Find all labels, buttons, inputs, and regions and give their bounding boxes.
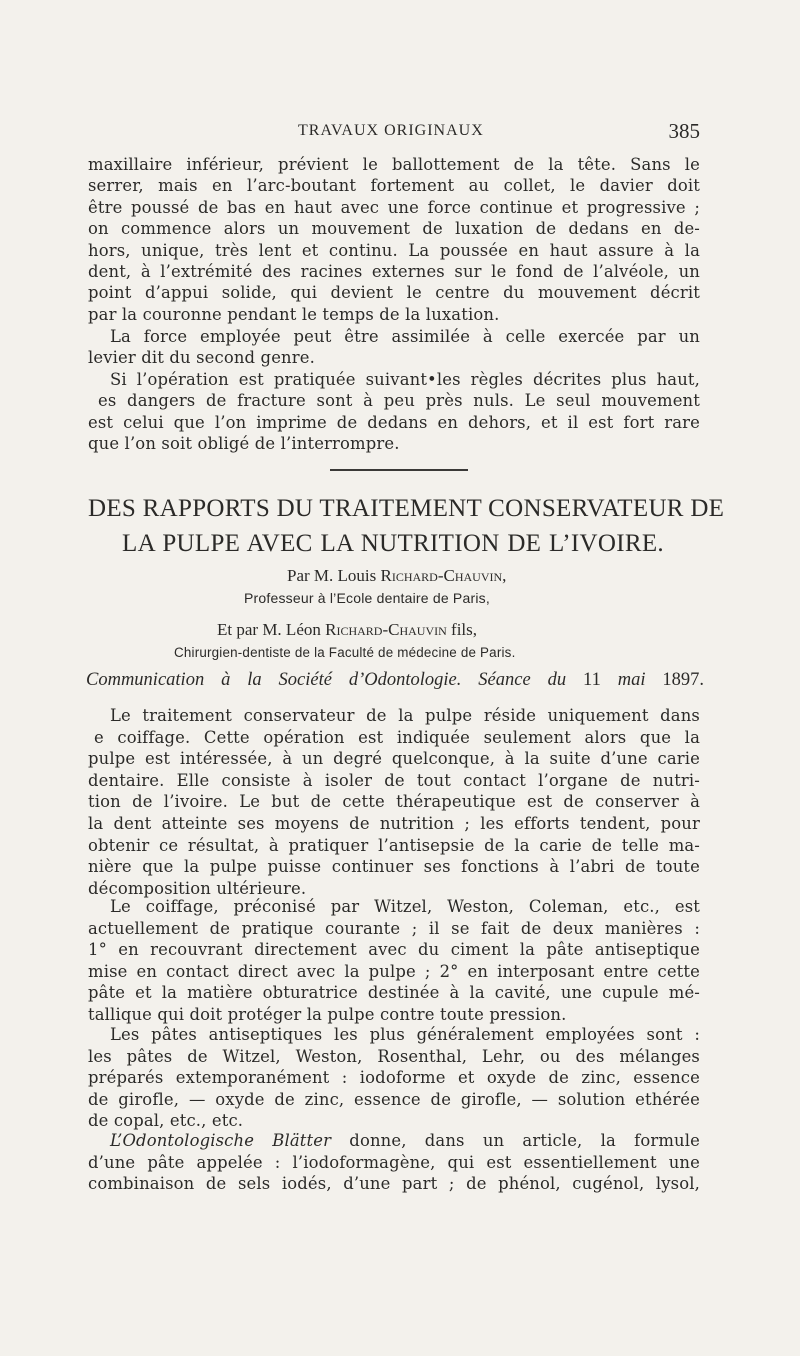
paragraph [88, 1024, 700, 1132]
text-line: Les pâtes antiseptiques les plus généralement employées sont : [110, 1025, 700, 1044]
text-line: décomposition ultérieure. [88, 878, 307, 898]
article-title-line-2: LA PULPE AVEC LA NUTRITION DE L’IVOIRE. [122, 530, 664, 557]
article-title-line-1: DES RAPPORTS DU TRAITEMENT CONSERVATEUR DE [88, 495, 725, 522]
paragraph [88, 326, 700, 369]
text-line: combinaison de sels iodés, d’une part ; de phénol, cugénol, lysol, [88, 1174, 700, 1194]
text-line: point d’appui solide, qui devient le centre du mouvement décrit [88, 283, 700, 303]
text-line: dentaire. Elle consiste à isoler de tout contact l’organe de nutri- [88, 770, 700, 790]
paragraph [88, 896, 700, 1026]
section-divider [330, 469, 468, 471]
author-prefix: Et par M. Léon [217, 620, 326, 639]
text-line: être poussé de bas en haut avec une force continue et progressive ; [88, 197, 700, 217]
communication-month: mai [600, 670, 663, 690]
communication-text: Communication à la Société d’Odontologie. Séance du [86, 670, 583, 690]
text-line: hors, unique, très lent et continu. La poussée en haut assure à la [88, 240, 700, 260]
text-line: on commence alors un mouvement de luxation de dedans en de- [88, 219, 700, 239]
text-line: mise en contact direct avec la pulpe ; 2° en interposant entre cette [88, 961, 700, 981]
text-line: actuellement de pratique courante ; il se fait de deux manières : [88, 918, 700, 938]
text-line: maxillaire inférieur, prévient le ballottement de la tête. Sans le [88, 155, 700, 174]
text-line: que l’on soit obligé de l’interrompre. [88, 434, 400, 454]
communication-note [86, 670, 704, 691]
affiliation-2: Chirurgien-dentiste de la Faculté de médecine de Paris. [174, 645, 516, 660]
text-line: pâte et la matière obturatrice destinée à la cavité, une cupule mé- [88, 983, 700, 1003]
text-line: de girofle, — oxyde de zinc, essence de girofle, — solution ethérée [88, 1089, 700, 1109]
text-line: Le coiffage, préconisé par Witzel, Weston, Coleman, etc., est [110, 897, 700, 916]
running-title: TRAVAUX ORIGINAUX [298, 122, 484, 139]
text-line: de copal, etc., etc. [88, 1111, 244, 1131]
page-number: 385 [668, 119, 700, 143]
author-name: Richard-Chauvin, [380, 566, 507, 585]
text-line: la dent atteinte ses moyens de nutrition ; les efforts tendent, pour [88, 813, 700, 833]
paragraph [88, 705, 700, 899]
text-line: est celui que l’on imprime de dedans en dehors, et il est fort rare [88, 412, 700, 432]
communication-year: 1897. [662, 670, 705, 690]
affiliation-1: Professeur à l’Ecole dentaire de Paris, [244, 590, 490, 606]
text-line: d’une pâte appelée : l’iodoformagène, qui est essentiellement une [88, 1152, 700, 1172]
text-line: obtenir ce résultat, à pratiquer l’antisepsie de la carie de telle ma- [88, 835, 700, 855]
text-fragment: donne, dans un article, la formule [331, 1131, 700, 1150]
text-line: Le traitement conservateur de la pulpe réside uniquement dans [110, 706, 700, 725]
author-name: Richard-Chauvin [325, 620, 447, 639]
text-line [88, 1130, 700, 1152]
text-line: levier dit du second genre. [88, 348, 315, 368]
text-line: 1° en recouvrant directement avec du ciment la pâte antiseptique [88, 940, 700, 960]
text-line: nière que la pulpe puisse continuer ses fonctions à l’abri de toute [88, 857, 700, 877]
text-line: La force employée peut être assimilée à celle exercée par un [110, 327, 700, 346]
paragraph [88, 369, 700, 455]
text-line: tion de l’ivoire. Le but de cette thérapeutique est de conserver à [88, 792, 700, 812]
text-line: pulpe est intéressée, à un degré quelconque, à la suite d’une carie [88, 749, 700, 769]
paragraph [88, 1130, 700, 1195]
text-line: préparés extemporanément : iodoforme et oxyde de zinc, essence [88, 1068, 700, 1088]
text-line: es dangers de fracture sont à peu près nuls. Le seul mouvement [98, 391, 700, 411]
author-suffix: fils, [446, 620, 478, 639]
journal-title: L’Odontologische Blätter [110, 1131, 332, 1150]
text-line: dent, à l’extrémité des racines externes sur le fond de l’alvéole, un [88, 261, 700, 281]
text-line: par la couronne pendant le temps de la luxation. [88, 304, 500, 324]
author-line-1 [287, 566, 506, 586]
text-line: serrer, mais en l’arc-boutant fortement au collet, le davier doit [88, 176, 700, 196]
author-prefix: Par M. Louis [287, 566, 381, 585]
text-line: tallique qui doit protéger la pulpe contre toute pression. [88, 1004, 567, 1024]
communication-day: 11 [583, 670, 601, 690]
text-line: les pâtes de Witzel, Weston, Rosenthal, Lehr, ou des mélanges [88, 1046, 700, 1066]
running-header [88, 119, 700, 146]
text-line: Si l’opération est pratiquée suivant•les règles décrites plus haut, [110, 370, 700, 389]
author-line-2 [217, 620, 477, 640]
text-line: e coiffage. Cette opération est indiquée seulement alors que la [94, 727, 700, 747]
paragraph-continued [88, 154, 700, 325]
